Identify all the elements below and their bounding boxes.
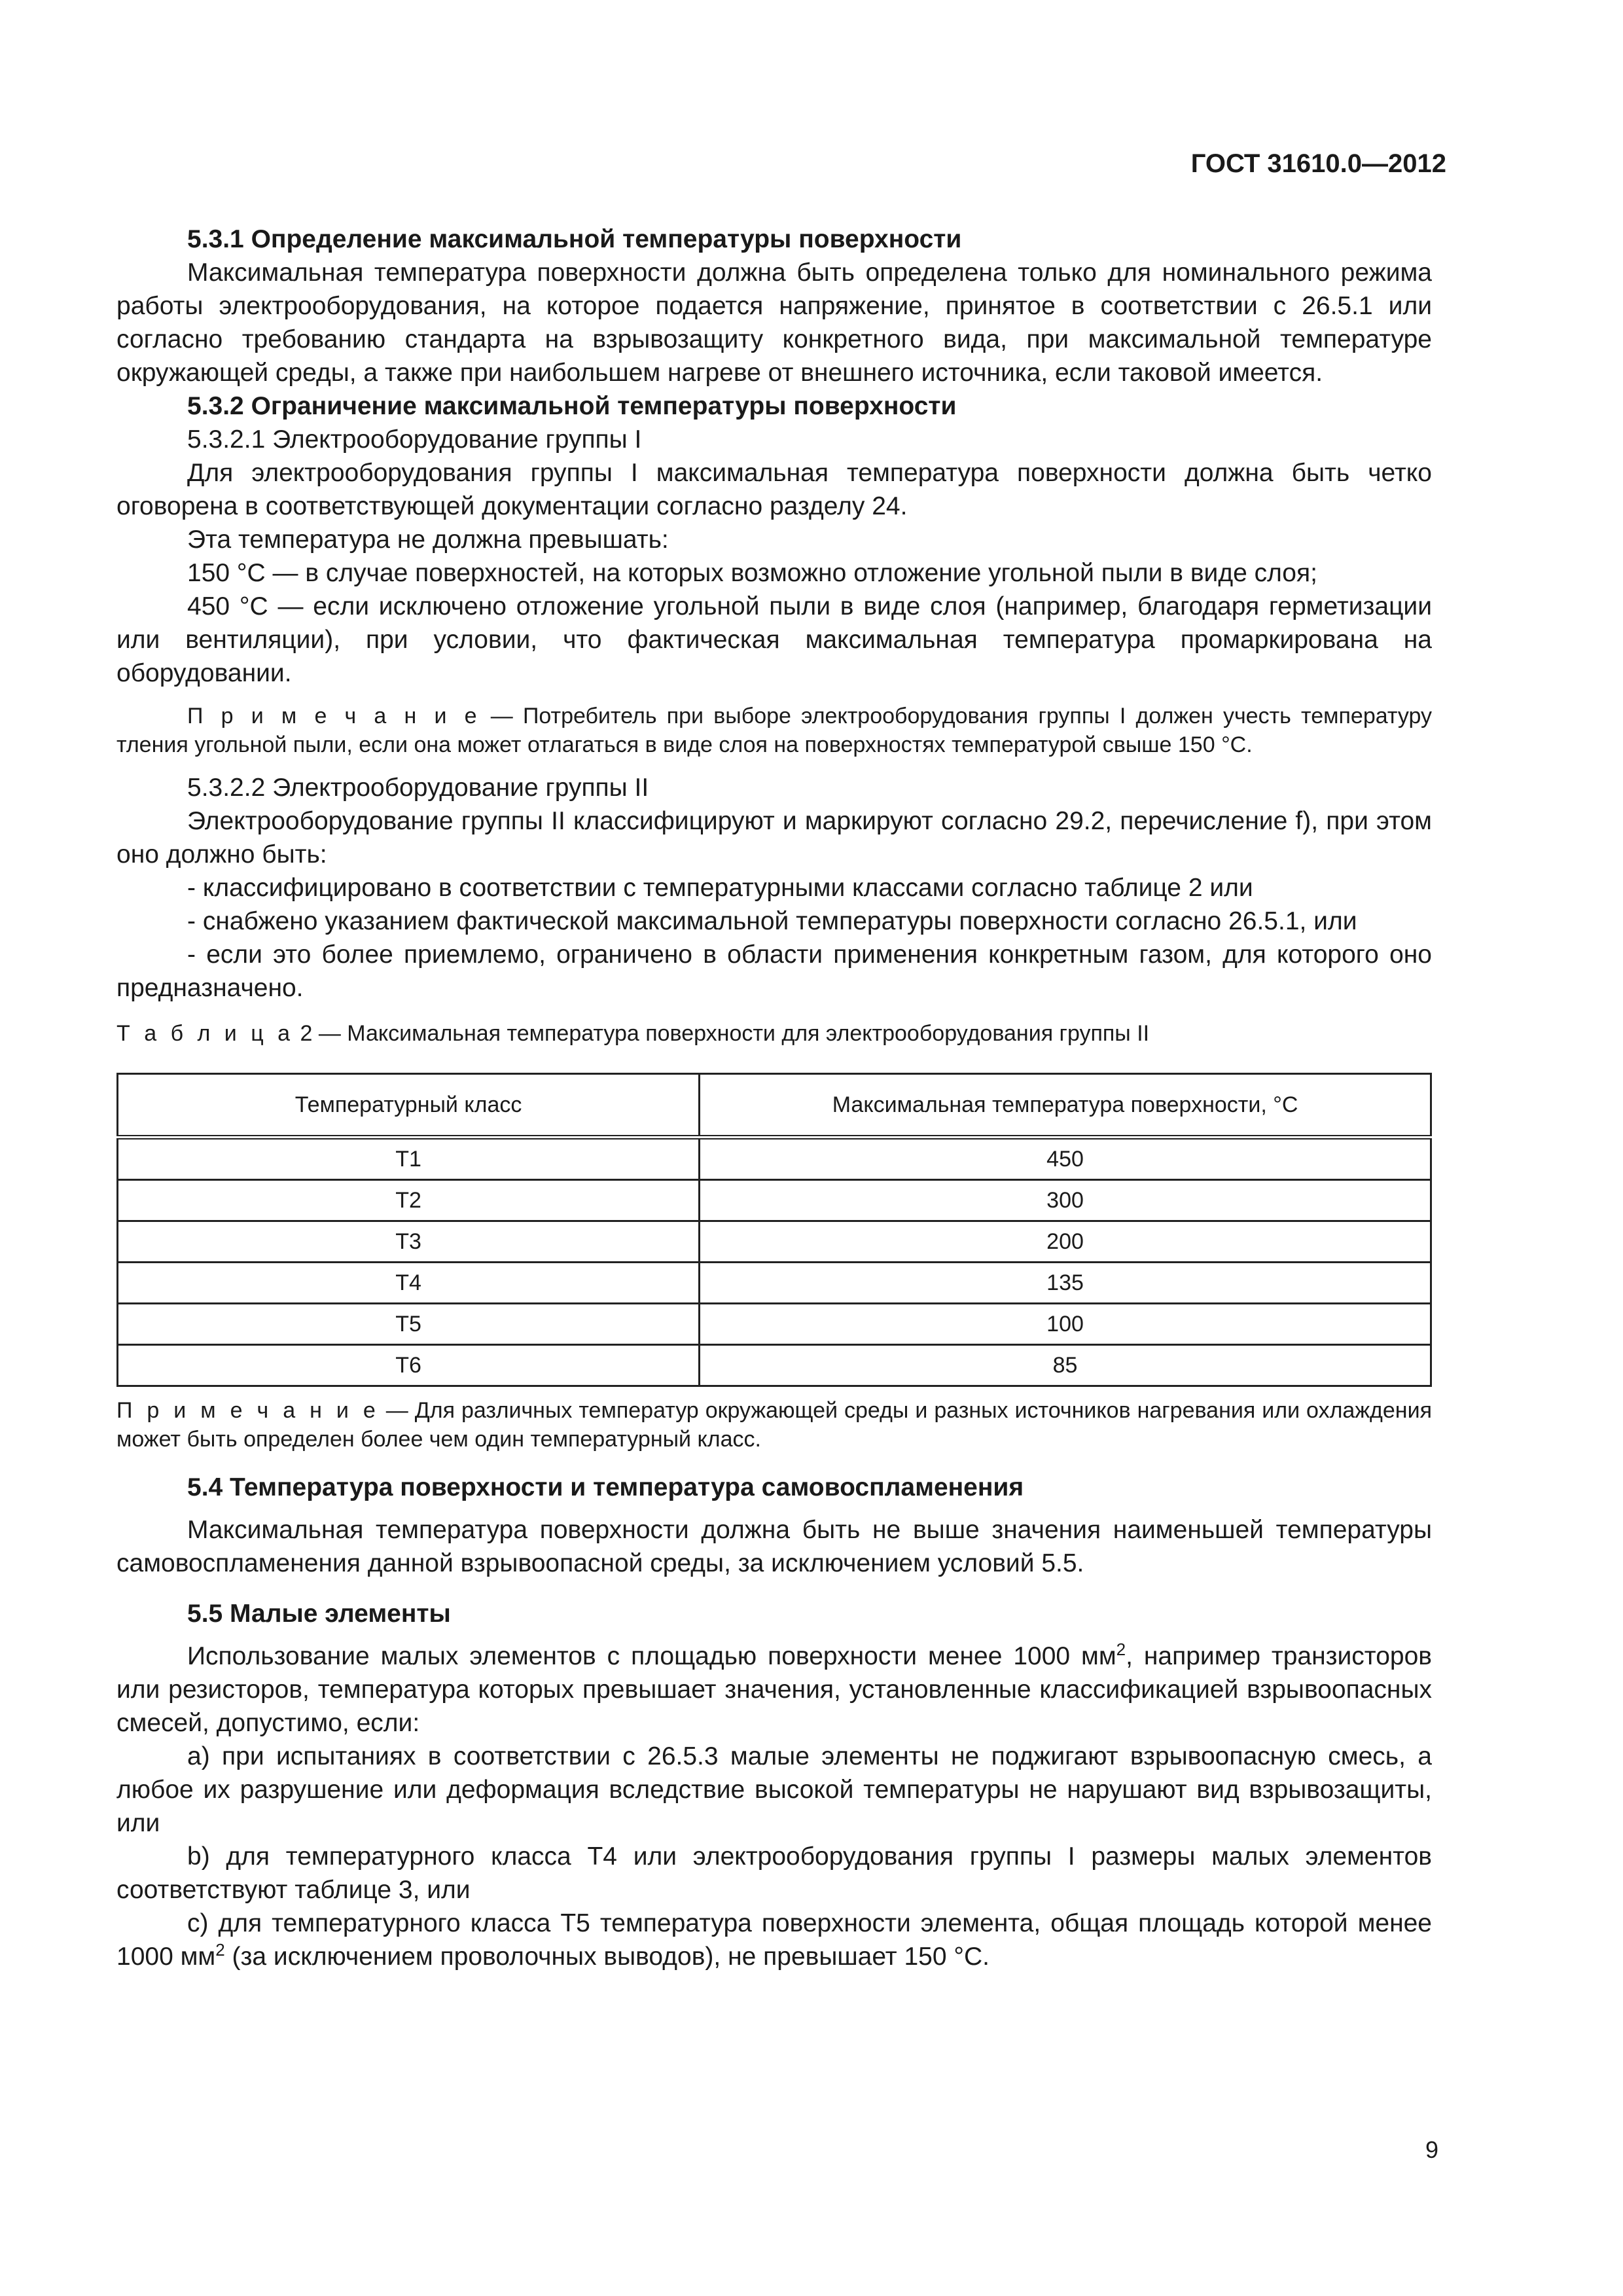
text-fragment: c) для температурного класса Т5 температура поверхности элемента, общая площадь которой менее 1000 мм — [116, 1909, 1432, 1971]
table-row — [118, 1180, 1431, 1221]
note-text: — Потребитель при выборе электрооборудования группы I должен учесть температуру тления угольной пыли, если она может отлагаться в виде слоя на поверхностях температурой свыше 150 °С. — [116, 704, 1432, 757]
max-temperature-cell: 100 — [700, 1304, 1431, 1345]
table-caption-label: Т а б л и ц а — [116, 1021, 294, 1046]
section-5-3-2-1-paragraph: 450 °С — если исключено отложение угольной пыли в виде слоя (например, благодаря герметизации или вентиляции), при условии, что фактическая максимальная температура промаркирована на оборудовании. — [116, 592, 1432, 687]
table-row — [118, 1345, 1431, 1386]
note-label: П р и м е ч а н и е — [187, 704, 481, 728]
section-5-3-2-heading: 5.3.2 Ограничение максимальной температуры поверхности — [187, 392, 957, 420]
note-text: — Для различных температур окружающей среды и разных источников нагревания или охлаждения может быть определен более чем один температурный класс. — [116, 1398, 1432, 1452]
text-fragment: Использование малых элементов с площадью поверхности менее 1000 мм — [187, 1642, 1116, 1670]
note-coal-dust — [116, 702, 1432, 759]
temperature-class-cell: Т6 — [118, 1345, 700, 1386]
table-2-caption — [116, 1019, 1432, 1048]
section-5-4-heading: 5.4 Температура поверхности и температура самовоспламенения — [187, 1473, 1024, 1501]
list-item: - если это более приемлемо, ограничено в области применения конкретным газом, для которого оно предназначено. — [116, 941, 1432, 1002]
table-row — [118, 1138, 1431, 1180]
table-row — [118, 1263, 1431, 1304]
temperature-class-cell: Т5 — [118, 1304, 700, 1345]
list-item: - классифицировано в соответствии с температурными классами согласно таблице 2 или — [187, 874, 1253, 902]
max-temperature-cell: 200 — [700, 1221, 1431, 1263]
section-5-3-2-2-heading: 5.3.2.2 Электрооборудование группы II — [187, 774, 649, 802]
standard-designation: ГОСТ 31610.0—2012 — [1190, 149, 1446, 178]
column-header-temperature-class: Температурный класс — [118, 1074, 700, 1138]
max-temperature-cell: 450 — [700, 1138, 1431, 1180]
text-fragment: , например транзисторов или резисторов, температура которых превышает значения, установленные классификацией взрывоопасных смесей, допустимо, если: — [116, 1642, 1432, 1737]
temperature-class-cell: Т2 — [118, 1180, 700, 1221]
section-5-3-1-text: Максимальная температура поверхности должна быть определена только для номинального режима работы электрооборудования, на которое подается напряжение, принятое в соответствии с 26.5.1 или согласно требованию стандарта на взрывозащиту конкретного вида, при максимальной температуре окружающей среды, а также при наибольшем нагреве от внешнего источника, если таковой имеется. — [116, 259, 1432, 387]
max-temperature-cell: 85 — [700, 1345, 1431, 1386]
table-2-note — [116, 1396, 1432, 1454]
temperature-class-cell: Т4 — [118, 1263, 700, 1304]
section-5-4-text: Максимальная температура поверхности должна быть не выше значения наименьшей температуры самовоспламенения данной взрывоопасной среды, за исключением условий 5.5. — [116, 1516, 1432, 1577]
section-5-3-2-1-heading: 5.3.2.1 Электрооборудование группы I — [187, 425, 642, 454]
temperature-class-cell: Т1 — [118, 1138, 700, 1180]
list-item: b) для температурного класса Т4 или электрооборудования группы I размеры малых элементов соответствуют таблице 3, или — [116, 1842, 1432, 1904]
max-temperature-cell: 300 — [700, 1180, 1431, 1221]
table-header-row — [118, 1074, 1431, 1138]
temperature-class-cell: Т3 — [118, 1221, 700, 1263]
superscript: 2 — [1116, 1640, 1126, 1659]
section-5-5-paragraph — [116, 1640, 1432, 1740]
section-5-3-2-1-paragraph: 150 °С — в случае поверхностей, на которых возможно отложение угольной пыли в виде слоя; — [187, 559, 1317, 587]
max-temperature-cell: 135 — [700, 1263, 1431, 1304]
note-label: П р и м е ч а н и е — [116, 1398, 380, 1423]
list-item: a) при испытаниях в соответствии с 26.5.3 малые элементы не поджигают взрывоопасную смесь, а любое их разрушение или деформация вследствие высокой температуры не нарушают вид взрывозащиты, или — [116, 1742, 1432, 1837]
table-row — [118, 1221, 1431, 1263]
section-5-5-heading: 5.5 Малые элементы — [187, 1600, 451, 1628]
column-header-max-temperature: Максимальная температура поверхности, °С — [700, 1074, 1431, 1138]
table-caption-text: 2 — Максимальная температура поверхности для электрооборудования группы II — [294, 1021, 1150, 1046]
list-item: - снабжено указанием фактической максимальной температуры поверхности согласно 26.5.1, или — [187, 907, 1357, 935]
text-fragment: (за исключением проволочных выводов), не превышает 150 °С. — [224, 1943, 990, 1971]
table-row — [118, 1304, 1431, 1345]
page-number: 9 — [1425, 2136, 1438, 2163]
section-5-3-1-heading: 5.3.1 Определение максимальной температуры поверхности — [187, 225, 962, 253]
temperature-class-table — [116, 1073, 1432, 1387]
section-5-3-2-1-paragraph: Для электрооборудования группы I максимальная температура поверхности должна быть четко оговорена в соответствующей документации согласно разделу 24. — [116, 459, 1432, 520]
section-5-3-2-1-paragraph: Эта температура не должна превышать: — [187, 526, 669, 554]
main-content — [116, 223, 1432, 1973]
list-item — [116, 1907, 1432, 1973]
superscript: 2 — [215, 1940, 225, 1960]
section-5-3-2-2-paragraph: Электрооборудование группы II классифицируют и маркируют согласно 29.2, перечисление f), при этом оно должно быть: — [116, 807, 1432, 869]
